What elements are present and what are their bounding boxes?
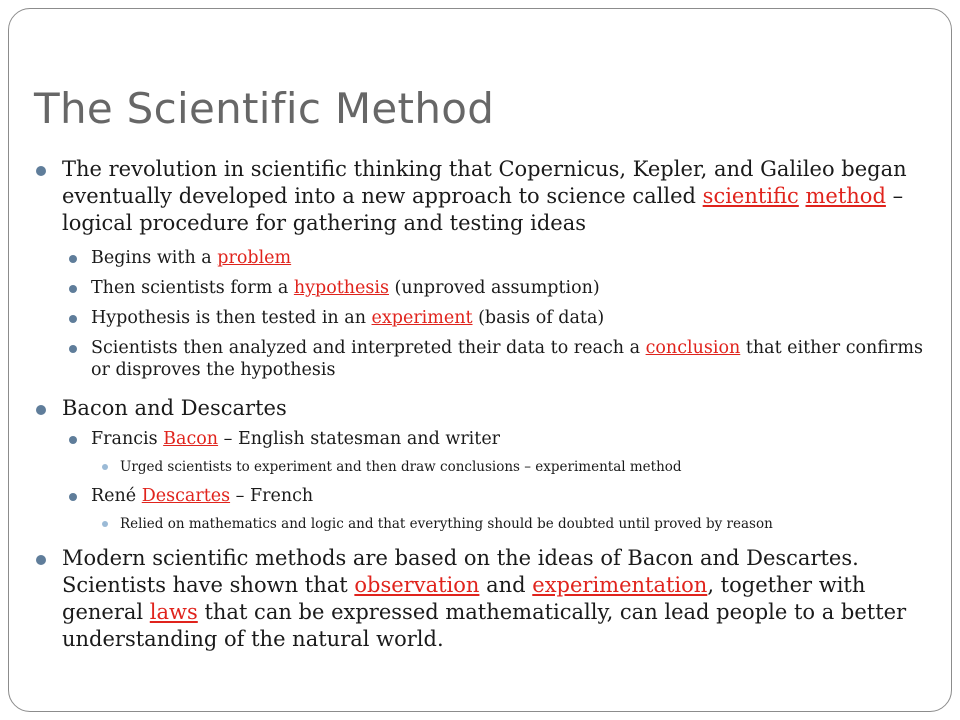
sub-bullet-text: Begins with a	[91, 248, 218, 268]
link-method[interactable]: method	[805, 184, 886, 208]
bullet-icon	[69, 255, 77, 263]
bullet-icon	[36, 405, 46, 415]
sub-sub-bullet-experimental-method	[0, 458, 960, 476]
link-hypothesis[interactable]: hypothesis	[293, 278, 389, 298]
page-title: The Scientific Method	[34, 84, 495, 133]
bullet-icon	[36, 555, 46, 565]
sub-sub-bullet-text: Urged scientists to experiment and then draw conclusions – experimental method	[120, 459, 682, 475]
link-problem[interactable]: problem	[217, 248, 292, 268]
sub-bullet-text: that either confirms or disproves the hypothesis	[91, 338, 923, 380]
bullet-text: The revolution in scientific thinking that Copernicus, Kepler, and Galileo began eventually developed into a new approach to science called	[62, 157, 907, 208]
sub-bullet-conclusion	[0, 337, 960, 381]
bullet-icon	[69, 285, 77, 293]
sub-bullet-problem	[0, 247, 960, 269]
bullet-bacon-descartes	[0, 395, 960, 422]
bullet-text: Bacon and Descartes	[62, 396, 287, 420]
bullet-icon	[102, 521, 108, 527]
bullet-modern-methods	[0, 545, 960, 653]
bullet-text: , together with general	[62, 573, 866, 624]
link-laws[interactable]: laws	[149, 600, 198, 624]
sub-bullet-text: René	[91, 486, 142, 506]
bullet-text: that can be expressed mathematically, can lead people to a better understanding of the natural world.	[62, 600, 907, 651]
sub-bullet-bacon	[0, 428, 960, 450]
bullet-scientific-revolution	[0, 156, 960, 237]
sub-bullet-text: Then scientists form a	[91, 278, 294, 298]
sub-bullet-text: (unproved assumption)	[388, 278, 600, 298]
sub-bullet-text: Scientists then analyzed and interpreted their data to reach a	[91, 338, 646, 358]
sub-sub-bullet-reason	[0, 515, 960, 533]
bullet-icon	[69, 493, 77, 501]
sub-bullet-text: Francis	[91, 429, 164, 449]
sub-bullet-hypothesis	[0, 277, 960, 299]
bullet-icon	[36, 166, 46, 176]
space-text	[799, 184, 806, 208]
link-conclusion[interactable]: conclusion	[645, 338, 741, 358]
link-experimentation[interactable]: experimentation	[532, 573, 708, 597]
sub-bullet-text: – French	[230, 486, 314, 506]
bullet-icon	[69, 315, 77, 323]
link-bacon[interactable]: Bacon	[163, 429, 219, 449]
bullet-text: – logical procedure for gathering and testing ideas	[62, 184, 904, 235]
sub-bullet-experiment	[0, 307, 960, 329]
sub-bullet-text: – English statesman and writer	[218, 429, 501, 449]
link-descartes[interactable]: Descartes	[141, 486, 231, 506]
link-experiment[interactable]: experiment	[371, 308, 473, 328]
bullet-text: and	[479, 573, 533, 597]
bullet-icon	[69, 345, 77, 353]
link-observation[interactable]: observation	[354, 573, 480, 597]
sub-sub-bullet-text: Relied on mathematics and logic and that everything should be doubted until proved by reason	[120, 516, 773, 532]
slide-content	[0, 156, 960, 663]
link-scientific[interactable]: scientific	[702, 184, 799, 208]
bullet-icon	[69, 436, 77, 444]
sub-bullet-text: (basis of data)	[472, 308, 605, 328]
sub-bullet-text: Hypothesis is then tested in an	[91, 308, 372, 328]
bullet-text: Modern scientific methods are based on the ideas of Bacon and Descartes. Scientists have shown that	[62, 546, 859, 597]
sub-bullet-descartes	[0, 485, 960, 507]
bullet-icon	[102, 464, 108, 470]
